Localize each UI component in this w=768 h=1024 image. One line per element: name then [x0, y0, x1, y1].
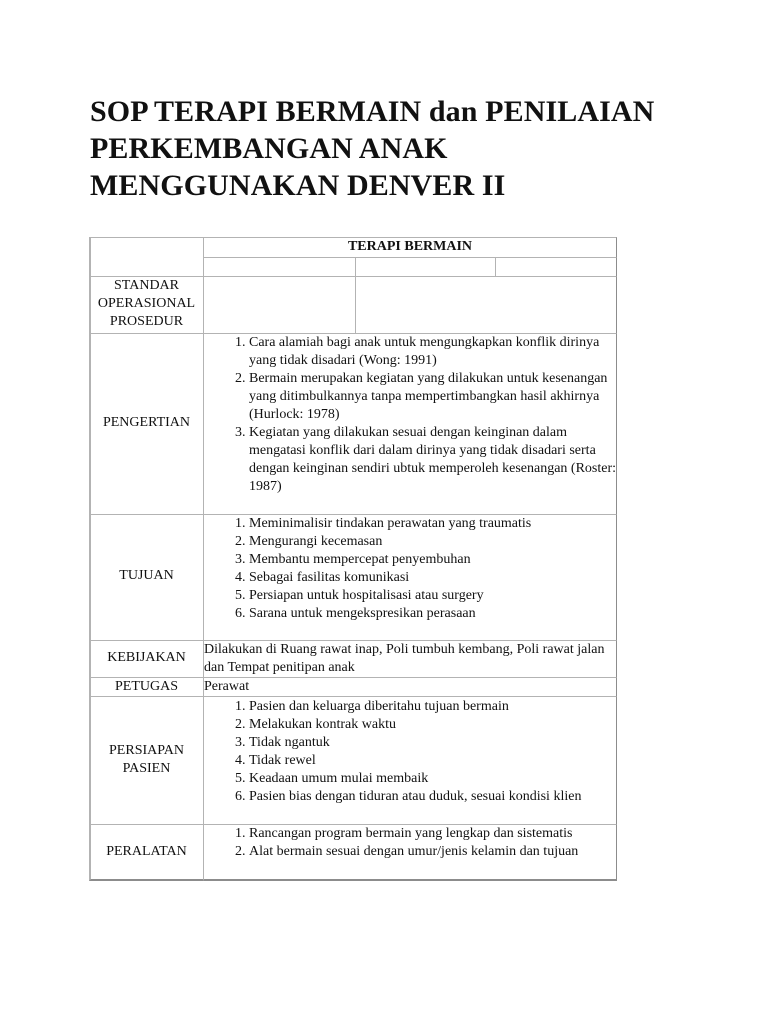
list-item: 6. Sarana untuk mengekspresikan perasaan [249, 605, 616, 623]
title-line-1: SOP TERAPI BERMAIN dan PENILAIAN [90, 95, 655, 128]
sop-label-line-3: PROSEDUR [109, 314, 184, 329]
sop-label-line-1: STANDAR [114, 278, 179, 293]
sop-label [90, 277, 203, 331]
list-item: 4. Sebagai fasilitas komunikasi [249, 569, 616, 587]
list-item: 3. Kegiatan yang dilakukan sesuai dengan keinginan dalam mengatasi konflik dari dalam dirinya yang tidak disadari serta dengan keinginan sendiri ubtuk memperoleh kesenangan (Roster: 1987) [249, 424, 616, 496]
header-empty-cell [89, 237, 204, 277]
persiapan-label-line-1: PERSIAPAN [109, 743, 184, 758]
list-item: 2. Bermain merupakan kegiatan yang dilakukan untuk kesenangan yang ditimbulkannya tanpa mempertimbangkan hasil akhirnya (Hurlock: 1978) [249, 370, 614, 424]
kebijakan-label: KEBIJAKAN [107, 650, 186, 665]
list-item: 5. Keadaan umum mulai membaik [249, 770, 629, 788]
list-item: 4. Tidak rewel [249, 752, 629, 770]
title-line-2: PERKEMBANGAN ANAK [90, 132, 448, 165]
title-line-3: MENGGUNAKAN DENVER II [90, 169, 506, 202]
petugas-text: Perawat [204, 679, 250, 694]
persiapan-label-line-2: PASIEN [122, 761, 171, 776]
kebijakan-text: Dilakukan di Ruang rawat inap, Poli tumbuh kembang, Poli rawat jalan dan Tempat penitipan anak [204, 642, 605, 675]
persiapan-label [90, 742, 203, 778]
sop-cell-1 [203, 276, 356, 334]
header-subcell-3 [495, 257, 617, 277]
document-title [90, 93, 730, 204]
sop-label-line-2: OPERASIONAL [97, 296, 196, 311]
header-label: TERAPI BERMAIN [347, 239, 473, 254]
peralatan-label: PERALATAN [106, 844, 187, 859]
list-item: 5. Persiapan untuk hospitalisasi atau surgery [249, 587, 616, 605]
list-item: 1. Cara alamiah bagi anak untuk mengungkapkan konflik dirinya yang tidak disadari (Wong: 1991) [249, 334, 616, 370]
tujuan-label: TUJUAN [119, 568, 174, 583]
pengertian-list [207, 334, 616, 496]
petugas-label: PETUGAS [114, 679, 178, 694]
sop-cell-2 [355, 276, 617, 334]
header-subcell-1 [203, 257, 356, 277]
list-item: 2. Melakukan kontrak waktu [249, 716, 629, 734]
list-item: 1. Meminimalisir tindakan perawatan yang traumatis [249, 515, 616, 533]
pengertian-label: PENGERTIAN [102, 415, 191, 430]
tujuan-list [207, 515, 616, 623]
peralatan-list [207, 825, 629, 861]
list-item: 1. Rancangan program bermain yang lengkap dan sistematis [249, 825, 629, 843]
list-item: 2. Alat bermain sesuai dengan umur/jenis kelamin dan tujuan [249, 843, 629, 861]
persiapan-list [207, 698, 629, 806]
list-item: 1. Pasien dan keluarga diberitahu tujuan bermain [249, 698, 629, 716]
list-item: 2. Mengurangi kecemasan [249, 533, 616, 551]
list-item: 6. Pasien bias dengan tiduran atau duduk, sesuai kondisi klien [249, 788, 629, 806]
list-item: 3. Tidak ngantuk [249, 734, 629, 752]
header-subcell-2 [355, 257, 496, 277]
list-item: 3. Membantu mempercepat penyembuhan [249, 551, 616, 569]
